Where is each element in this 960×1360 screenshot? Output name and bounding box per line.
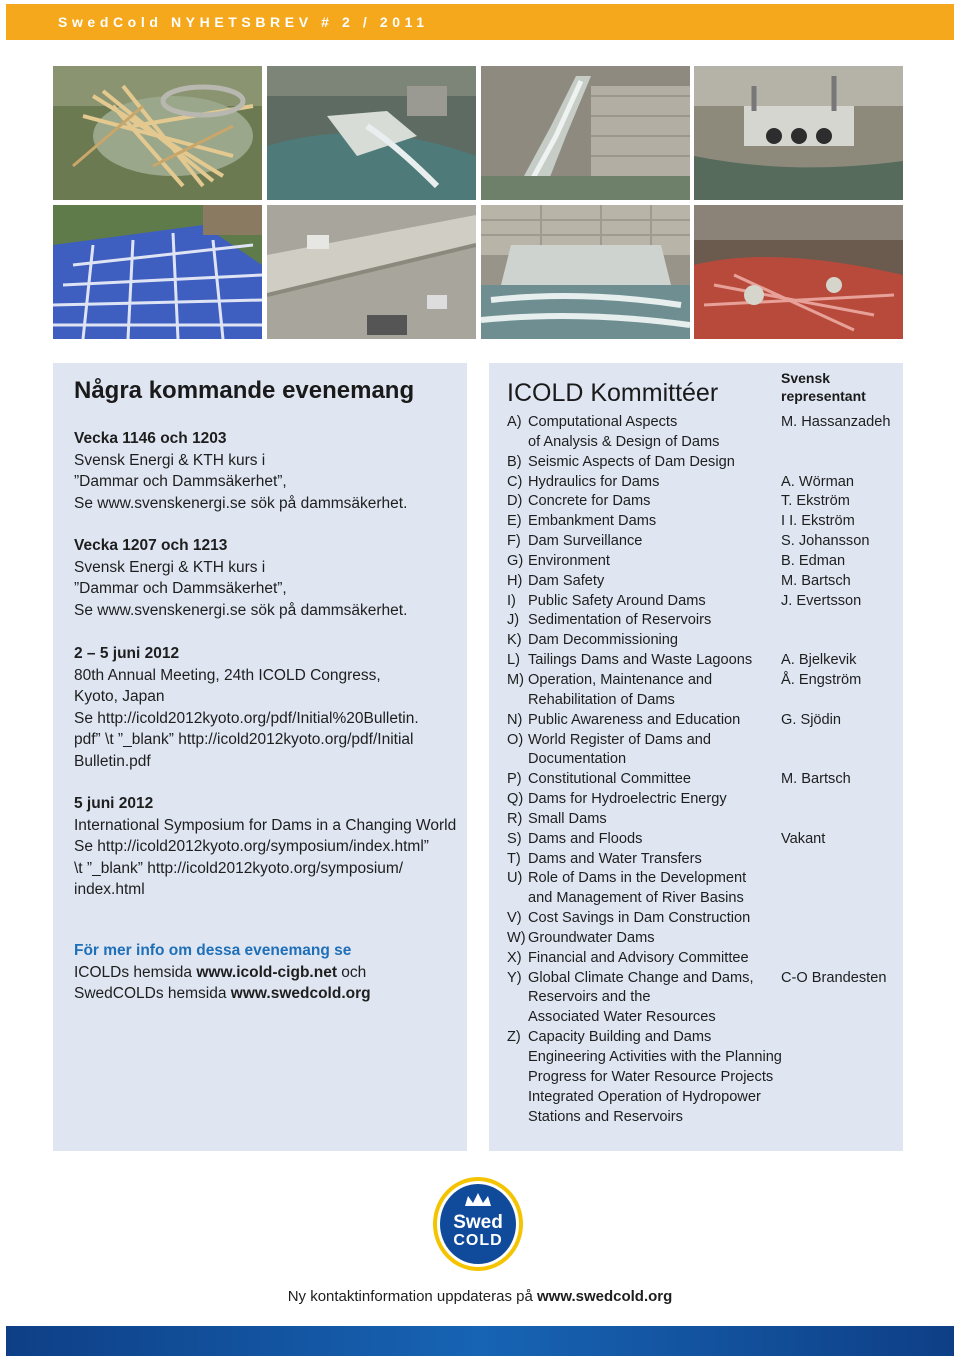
committee-row bbox=[507, 969, 899, 989]
committee-letter: W) bbox=[507, 929, 526, 946]
committee-name: Dams for Hydroelectric Energy bbox=[528, 791, 727, 808]
event-line: Kyoto, Japan bbox=[74, 688, 165, 706]
committee-representative: A. Bjelkevik bbox=[781, 652, 857, 669]
committee-letter: M) bbox=[507, 671, 525, 688]
event-item bbox=[74, 428, 460, 514]
committee-name: Small Dams bbox=[528, 810, 607, 827]
swedcold-website-link[interactable]: www.swedcold.org bbox=[230, 985, 371, 1003]
committee-name: Dam Decommissioning bbox=[528, 632, 679, 649]
committee-name: Environment bbox=[528, 552, 610, 569]
committee-row bbox=[507, 929, 899, 949]
committee-name: Dam Safety bbox=[528, 572, 605, 589]
committee-letter: X) bbox=[507, 949, 522, 966]
icold-info-prefix: ICOLDs hemsida bbox=[74, 963, 197, 981]
committee-representative: Vakant bbox=[781, 830, 826, 847]
committee-name: Hydraulics for Dams bbox=[528, 473, 660, 490]
photo-blue-grid-model bbox=[53, 205, 262, 339]
committee-row bbox=[507, 731, 899, 751]
committee-letter: T) bbox=[507, 850, 521, 867]
committee-row bbox=[507, 592, 899, 612]
committee-letter: D) bbox=[507, 493, 523, 510]
committee-name: Cost Savings in Dam Construction bbox=[528, 910, 751, 927]
committee-row bbox=[507, 492, 899, 512]
representative-header-line: Svensk bbox=[781, 370, 831, 386]
committee-representative: J. Evertsson bbox=[781, 592, 862, 609]
photo-channel-model bbox=[267, 205, 476, 339]
more-info-block bbox=[74, 940, 460, 1005]
committee-name: Sedimentation of Reservoirs bbox=[528, 612, 712, 629]
committee-letter: G) bbox=[507, 552, 524, 569]
event-heading: Vecka 1146 och 1203 bbox=[74, 430, 227, 447]
committee-representative: M. Hassanzadeh bbox=[781, 414, 891, 430]
event-heading: Vecka 1207 och 1213 bbox=[74, 537, 228, 554]
committee-representative: Å. Engström bbox=[781, 671, 862, 688]
committee-row bbox=[507, 651, 899, 671]
footer-note-text: Ny kontaktinformation uppdateras på bbox=[287, 1288, 537, 1305]
committee-representative: M. Bartsch bbox=[781, 572, 851, 589]
committee-name: Global Climate Change and Dams, bbox=[528, 969, 754, 986]
committee-name: Stations and Reservoirs bbox=[528, 1108, 683, 1125]
committee-row bbox=[507, 572, 899, 592]
photo-model-wooden-structure bbox=[53, 66, 262, 200]
committee-row bbox=[507, 691, 899, 711]
committee-name: Integrated Operation of Hydropower bbox=[528, 1088, 761, 1105]
footer-website-link[interactable]: www.swedcold.org bbox=[537, 1288, 673, 1305]
photo-chute-model bbox=[481, 66, 690, 200]
committee-name: Operation, Maintenance and bbox=[528, 671, 713, 688]
committee-letter: Q) bbox=[507, 791, 524, 808]
event-heading: 2 – 5 juni 2012 bbox=[74, 645, 180, 662]
event-link-line[interactable]: \t ”_blank” http://icold2012kyoto.org/symposium/ bbox=[74, 859, 404, 877]
logo-text-cold: COLD bbox=[453, 1232, 503, 1249]
event-link-line[interactable]: Se http://icold2012kyoto.org/symposium/index.html” bbox=[74, 838, 429, 856]
committee-letter: B) bbox=[507, 453, 522, 470]
committee-name: World Register of Dams and bbox=[528, 731, 712, 748]
newsletter-title: SwedCold NYHETSBREV # 2 / 2011 bbox=[58, 14, 429, 30]
committee-name: Dams and Water Transfers bbox=[528, 850, 702, 867]
committee-row bbox=[507, 988, 899, 1008]
committee-name: Public Awareness and Education bbox=[528, 711, 741, 728]
committee-letter: E) bbox=[507, 513, 522, 530]
event-link-line[interactable]: Se http://icold2012kyoto.org/pdf/Initial%20Bulletin. bbox=[74, 709, 419, 727]
committee-row bbox=[507, 1008, 899, 1028]
footer-bar bbox=[6, 1326, 954, 1356]
committee-representative: S. Johansson bbox=[781, 533, 870, 550]
committee-row bbox=[507, 512, 899, 532]
committee-row bbox=[507, 869, 899, 889]
committee-letter: I) bbox=[507, 592, 516, 609]
swedcold-info-line bbox=[74, 983, 460, 1005]
committee-name: and Management of River Basins bbox=[528, 890, 744, 907]
committee-letter: L) bbox=[507, 652, 520, 669]
committee-representative: A. Wörman bbox=[781, 473, 854, 490]
events-panel bbox=[53, 363, 467, 1151]
committee-row bbox=[507, 631, 899, 651]
committee-name: Computational Aspects bbox=[528, 414, 678, 430]
event-item bbox=[74, 793, 460, 901]
committee-name: Engineering Activities with the Planning bbox=[528, 1049, 782, 1065]
committee-name: Role of Dams in the Development bbox=[528, 870, 747, 887]
committee-row bbox=[507, 433, 899, 453]
committee-name: Financial and Advisory Committee bbox=[528, 949, 749, 966]
committee-letter: J) bbox=[507, 612, 520, 629]
event-item bbox=[74, 643, 460, 773]
committee-letter: A) bbox=[507, 414, 522, 430]
committee-letter: P) bbox=[507, 771, 522, 788]
committee-row bbox=[507, 453, 899, 473]
committee-panel bbox=[489, 363, 903, 1151]
committee-letter: K) bbox=[507, 632, 522, 649]
committee-name: Constitutional Committee bbox=[528, 771, 692, 788]
event-line: Se www.svenskenergi.se sök på dammsäkerhet. bbox=[74, 494, 408, 512]
logo-text-swed: Swed bbox=[453, 1212, 503, 1233]
committee-name: Dams and Floods bbox=[528, 830, 643, 847]
committee-row bbox=[507, 850, 899, 870]
committee-row bbox=[507, 830, 899, 850]
committee-representative: C-O Brandesten bbox=[781, 969, 887, 986]
committee-letter: C) bbox=[507, 473, 523, 490]
committee-representative: G. Sjödin bbox=[781, 711, 842, 728]
event-item bbox=[74, 535, 460, 621]
swedcold-info-prefix: SwedCOLDs hemsida bbox=[74, 985, 231, 1003]
committee-letter: U) bbox=[507, 870, 523, 887]
representative-header bbox=[781, 369, 866, 405]
committee-letter: O) bbox=[507, 731, 524, 748]
committee-letter: H) bbox=[507, 572, 523, 589]
committee-row bbox=[507, 909, 899, 929]
committee-name: Concrete for Dams bbox=[528, 493, 651, 510]
committee-name: Public Safety Around Dams bbox=[528, 592, 706, 609]
committee-row bbox=[507, 889, 899, 909]
committee-letter: S) bbox=[507, 830, 522, 847]
committee-letter: Y) bbox=[507, 969, 522, 986]
committee-row bbox=[507, 790, 899, 810]
committee-representative: T. Ekström bbox=[781, 493, 850, 510]
event-line: International Symposium for Dams in a Changing World bbox=[74, 816, 457, 834]
header-bar bbox=[6, 4, 954, 40]
committee-row bbox=[507, 671, 899, 691]
committee-row bbox=[507, 750, 899, 770]
committee-row bbox=[507, 1028, 899, 1048]
photo-red-erosion-model bbox=[694, 205, 903, 339]
icold-website-link[interactable]: www.icold-cigb.net bbox=[196, 963, 337, 981]
events-title: Några kommande evenemang bbox=[74, 377, 415, 404]
committee-row bbox=[507, 532, 899, 552]
footer-contact-note bbox=[0, 1288, 960, 1305]
committee-name: Capacity Building and Dams bbox=[528, 1029, 712, 1046]
committee-name: of Analysis & Design of Dams bbox=[528, 433, 720, 450]
swedcold-logo bbox=[432, 1176, 524, 1272]
committee-name: Progress for Water Resource Projects bbox=[528, 1068, 774, 1085]
committee-name: Dam Surveillance bbox=[528, 533, 643, 550]
committee-row bbox=[507, 1108, 899, 1128]
committee-row bbox=[507, 1048, 899, 1068]
icold-info-line bbox=[74, 962, 460, 984]
committee-letter: V) bbox=[507, 910, 522, 927]
event-line: ”Dammar och Dammsäkerhet”, bbox=[74, 473, 287, 491]
committee-name: Embankment Dams bbox=[528, 513, 657, 530]
committee-list bbox=[507, 413, 899, 1127]
committee-row bbox=[507, 1088, 899, 1108]
committee-row bbox=[507, 949, 899, 969]
committee-row bbox=[507, 810, 899, 830]
committee-row bbox=[507, 552, 899, 572]
committee-row bbox=[507, 413, 899, 433]
committee-name: Documentation bbox=[528, 751, 627, 768]
committee-title: ICOLD Kommittéer bbox=[507, 379, 719, 407]
committee-name: Tailings Dams and Waste Lagoons bbox=[528, 652, 753, 669]
committee-name: Associated Water Resources bbox=[528, 1009, 716, 1026]
committee-row bbox=[507, 611, 899, 631]
event-line: 80th Annual Meeting, 24th ICOLD Congress, bbox=[74, 666, 381, 684]
event-link-line[interactable]: pdf” \t ”_blank” http://icold2012kyoto.org/pdf/Initial bbox=[74, 731, 414, 749]
more-info-heading: För mer info om dessa evenemang se bbox=[74, 942, 352, 959]
committee-letter: N) bbox=[507, 711, 523, 728]
committee-letter: Z) bbox=[507, 1029, 521, 1046]
committee-representative: B. Edman bbox=[781, 552, 846, 569]
committee-row bbox=[507, 770, 899, 790]
committee-name: Rehabilitation of Dams bbox=[528, 691, 675, 708]
icold-info-suffix: och bbox=[336, 963, 367, 981]
committee-row bbox=[507, 1068, 899, 1088]
committee-row bbox=[507, 473, 899, 493]
photo-spillway-model bbox=[267, 66, 476, 200]
event-heading: 5 juni 2012 bbox=[74, 795, 154, 812]
event-line: Svensk Energi & KTH kurs i bbox=[74, 558, 266, 576]
representative-header-line: representant bbox=[781, 388, 866, 404]
committee-name: Seismic Aspects of Dam Design bbox=[528, 453, 735, 470]
event-line: Svensk Energi & KTH kurs i bbox=[74, 451, 266, 469]
committee-letter: R) bbox=[507, 810, 523, 827]
event-line: ”Dammar och Dammsäkerhet”, bbox=[74, 580, 287, 598]
event-line: Se www.svenskenergi.se sök på dammsäkerhet. bbox=[74, 601, 408, 619]
photo-stepped-spillway-model bbox=[481, 205, 690, 339]
committee-name: Reservoirs and the bbox=[528, 989, 651, 1006]
event-link-line[interactable]: index.html bbox=[74, 881, 145, 899]
photo-outlet-model bbox=[694, 66, 903, 200]
committee-name: Groundwater Dams bbox=[528, 929, 655, 946]
committee-representative: I I. Ekström bbox=[781, 513, 855, 530]
committee-letter: F) bbox=[507, 533, 521, 550]
committee-row bbox=[507, 711, 899, 731]
event-link-line[interactable]: Bulletin.pdf bbox=[74, 752, 151, 770]
committee-representative: M. Bartsch bbox=[781, 771, 851, 788]
